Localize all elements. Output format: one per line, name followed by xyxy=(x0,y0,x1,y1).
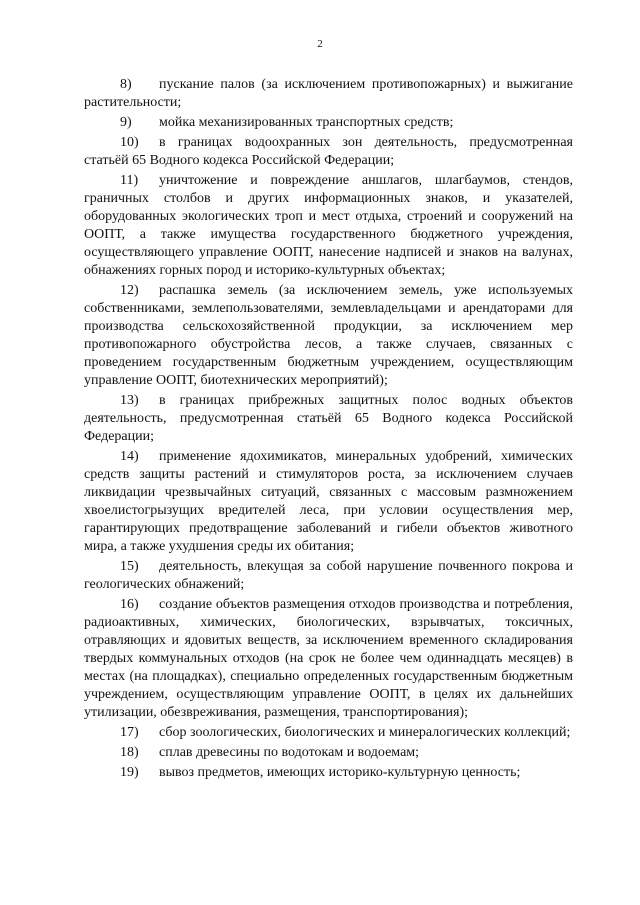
item-number: 16) xyxy=(120,597,139,612)
item-text: распашка земель (за исключением земель, уже используемых собственниками, землепользователями, землевладельцами и арендаторами для производства сельскохозяйственной продукции, за исключением мер противопожарного обустройства лесов, а также случаев, связанных с проведением государственным бюджетным учреждением, осуществляющим управление ООПТ, биотехнических мероприятий); xyxy=(84,283,573,388)
item-number: 10) xyxy=(120,135,139,150)
item-text: в границах прибрежных защитных полос водных объектов деятельность, предусмотренная статьёй 65 Водного кодекса Российской Федерации; xyxy=(84,393,573,444)
list-item xyxy=(84,596,573,722)
list-item xyxy=(84,76,573,112)
item-text: в границах водоохранных зон деятельность, предусмотренная статьёй 65 Водного кодекса Российской Федерации; xyxy=(84,135,573,168)
item-number: 15) xyxy=(120,559,139,574)
list-item xyxy=(84,764,573,782)
item-number: 17) xyxy=(120,725,139,740)
list-item xyxy=(84,134,573,170)
list-item xyxy=(84,744,573,762)
page-number: 2 xyxy=(317,38,323,50)
item-number: 12) xyxy=(120,283,139,298)
list-item xyxy=(84,558,573,594)
list-item xyxy=(84,114,573,132)
list-item xyxy=(84,172,573,280)
item-number: 19) xyxy=(120,765,139,780)
item-number: 9) xyxy=(120,115,132,130)
prohibited-activities-list xyxy=(84,76,573,782)
item-number: 18) xyxy=(120,745,139,760)
item-text: деятельность, влекущая за собой нарушение почвенного покрова и геологических обнажений; xyxy=(84,559,573,592)
list-item xyxy=(84,282,573,390)
list-item xyxy=(84,392,573,446)
item-text: мойка механизированных транспортных средств; xyxy=(159,115,454,130)
item-text: применение ядохимикатов, минеральных удобрений, химических средств защиты растений и стимуляторов роста, за исключением случаев ликвидации чрезвычайных ситуаций, связанных с массовым размножением хвоелистогрызущих вредителей леса, при условии осуществления мер, гарантирующих предотвращение заболеваний и гибели объектов животного мира, а также ухудшения среды их обитания; xyxy=(84,449,573,554)
item-text: пускание палов (за исключением противопожарных) и выжигание растительности; xyxy=(84,77,573,110)
item-number: 11) xyxy=(120,173,139,188)
item-text: сплав древесины по водотокам и водоемам; xyxy=(159,745,420,760)
item-number: 14) xyxy=(120,449,139,464)
item-text: уничтожение и повреждение аншлагов, шлагбаумов, стендов, граничных столбов и других информационных знаков, и указателей, оборудованных экологических троп и мест отдыха, строений и сооружений на ООПТ, а также имущества государственного бюджетного учреждения, осуществляющего управление ООПТ, нанесение надписей и знаков на валунах, обнажениях горных пород и историко-культурных объектах; xyxy=(84,173,573,278)
list-item xyxy=(84,448,573,556)
item-text: создание объектов размещения отходов производства и потребления, радиоактивных, химических, биологических, взрывчатых, токсичных, отравляющих и ядовитых веществ, за исключением временного складирования твердых коммунальных отходов (на срок не более чем одиннадцать месяцев) в местах (на площадках), специально определенных государственным бюджетным учреждением, осуществляющим управление ООПТ, в целях их дальнейших утилизации, обезвреживания, размещения, транспортирования); xyxy=(84,597,573,720)
item-number: 8) xyxy=(120,77,132,92)
item-number: 13) xyxy=(120,393,139,408)
item-text: сбор зоологических, биологических и минералогических коллекций; xyxy=(159,725,571,740)
list-item xyxy=(84,724,573,742)
item-text: вывоз предметов, имеющих историко-культурную ценность; xyxy=(159,765,521,780)
